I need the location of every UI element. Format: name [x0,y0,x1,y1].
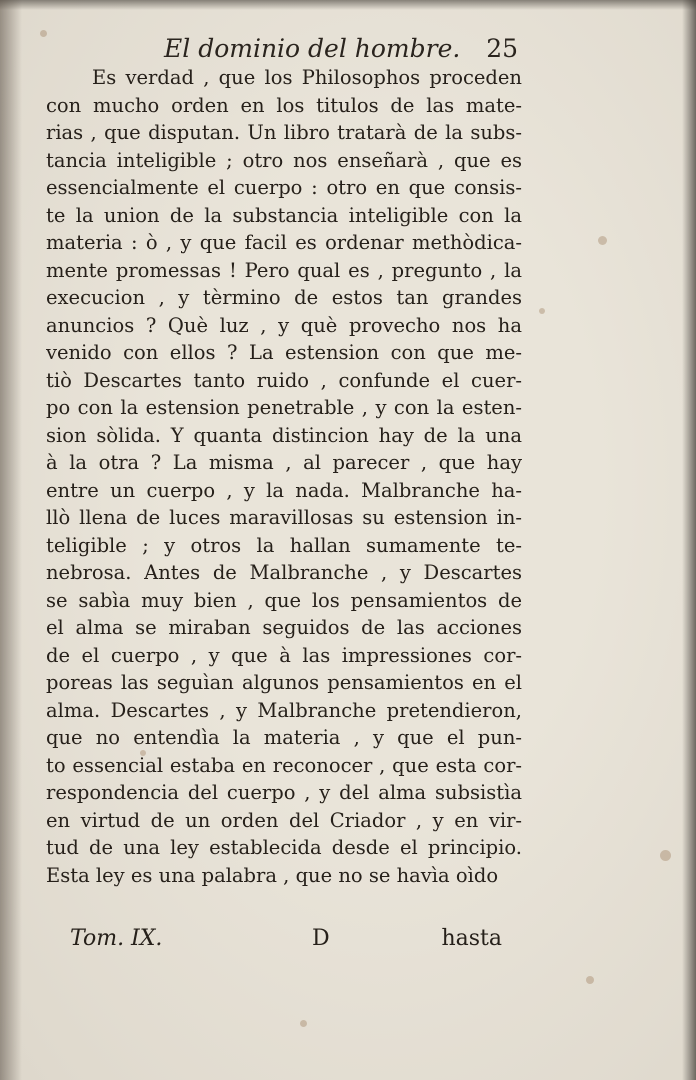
page-top-shadow [0,0,696,10]
text-line: execucion , y tèrmino de estos tan grandes [46,286,522,309]
text-line: en virtud de un orden del Criador , y en vir- [46,808,522,832]
foxing-spot [586,976,594,984]
gathering-signature: D [312,926,330,951]
text-line: anuncios ? Què luz , y què provecho nos ha [46,313,522,337]
page-gutter-shadow [0,0,22,1080]
text-line: venido con ellos ? La estension con que me- [46,341,522,364]
text-line: tud de una ley establecida desde el principio. [46,836,522,859]
text-line: Es verdad , que los Philosophos proceden [92,66,522,89]
text-line: llò llena de luces maravillosas su estension in- [46,506,522,529]
running-head [46,34,520,66]
text-line: entre un cuerpo , y la nada. Malbranche ha- [46,478,522,502]
text-line: de el cuerpo , y que à las impressiones cor- [46,643,522,667]
foxing-spot [300,1020,307,1027]
running-head-title: El dominio del hombre. [164,34,461,63]
page-footer [46,926,520,958]
text-line: to essencial estaba en reconocer , que esta cor- [46,753,522,777]
text-line: à la otra ? La misma , al parecer , que hay [46,451,522,474]
catchword: hasta [441,926,502,951]
page-number: 25 [486,34,518,63]
text-line: poreas las seguìan algunos pensamientos en el [46,671,522,694]
text-line: alma. Descartes , y Malbranche pretendieron, [46,698,522,722]
text-line: el alma se miraban seguidos de las acciones [46,616,522,639]
text-line: que no entendìa la materia , y que el pun- [46,726,522,749]
text-line: tancia inteligible ; otro nos enseñarà , que es [46,148,522,172]
page-edge-shadow [682,0,696,1080]
text-line: mente promessas ! Pero qual es , pregunto , la [46,258,522,282]
text-line: se sabìa muy bien , que los pensamientos de [46,588,522,612]
text-line: te la union de la substancia inteligible con la [46,203,522,227]
text-line: rias , que disputan. Un libro tratarà de la subs- [46,121,522,144]
text-line: nebrosa. Antes de Malbranche , y Descartes [46,561,522,584]
volume-signature: Tom. IX. [70,926,163,951]
foxing-spot [660,850,671,861]
text-line: Esta ley es una palabra , que no se havìa oìdo [46,863,499,887]
text-line: respondencia del cuerpo , y del alma subsistìa [46,781,522,804]
foxing-spot [539,308,545,314]
body-text [46,64,522,889]
text-line: sion sòlida. Y quanta distincion hay de la una [46,423,522,447]
text-line: teligible ; y otros la hallan sumamente te- [46,533,522,557]
text-line: con mucho orden en los titulos de las mate- [46,93,522,117]
foxing-spot [598,236,607,245]
text-line: materia : ò , y que facil es ordenar methòdica- [46,231,522,254]
text-line: tiò Descartes tanto ruido , confunde el cuer- [46,368,522,392]
text-line: po con la estension penetrable , y con la esten- [46,396,522,419]
text-line: essencialmente el cuerpo : otro en que consis- [46,176,522,199]
